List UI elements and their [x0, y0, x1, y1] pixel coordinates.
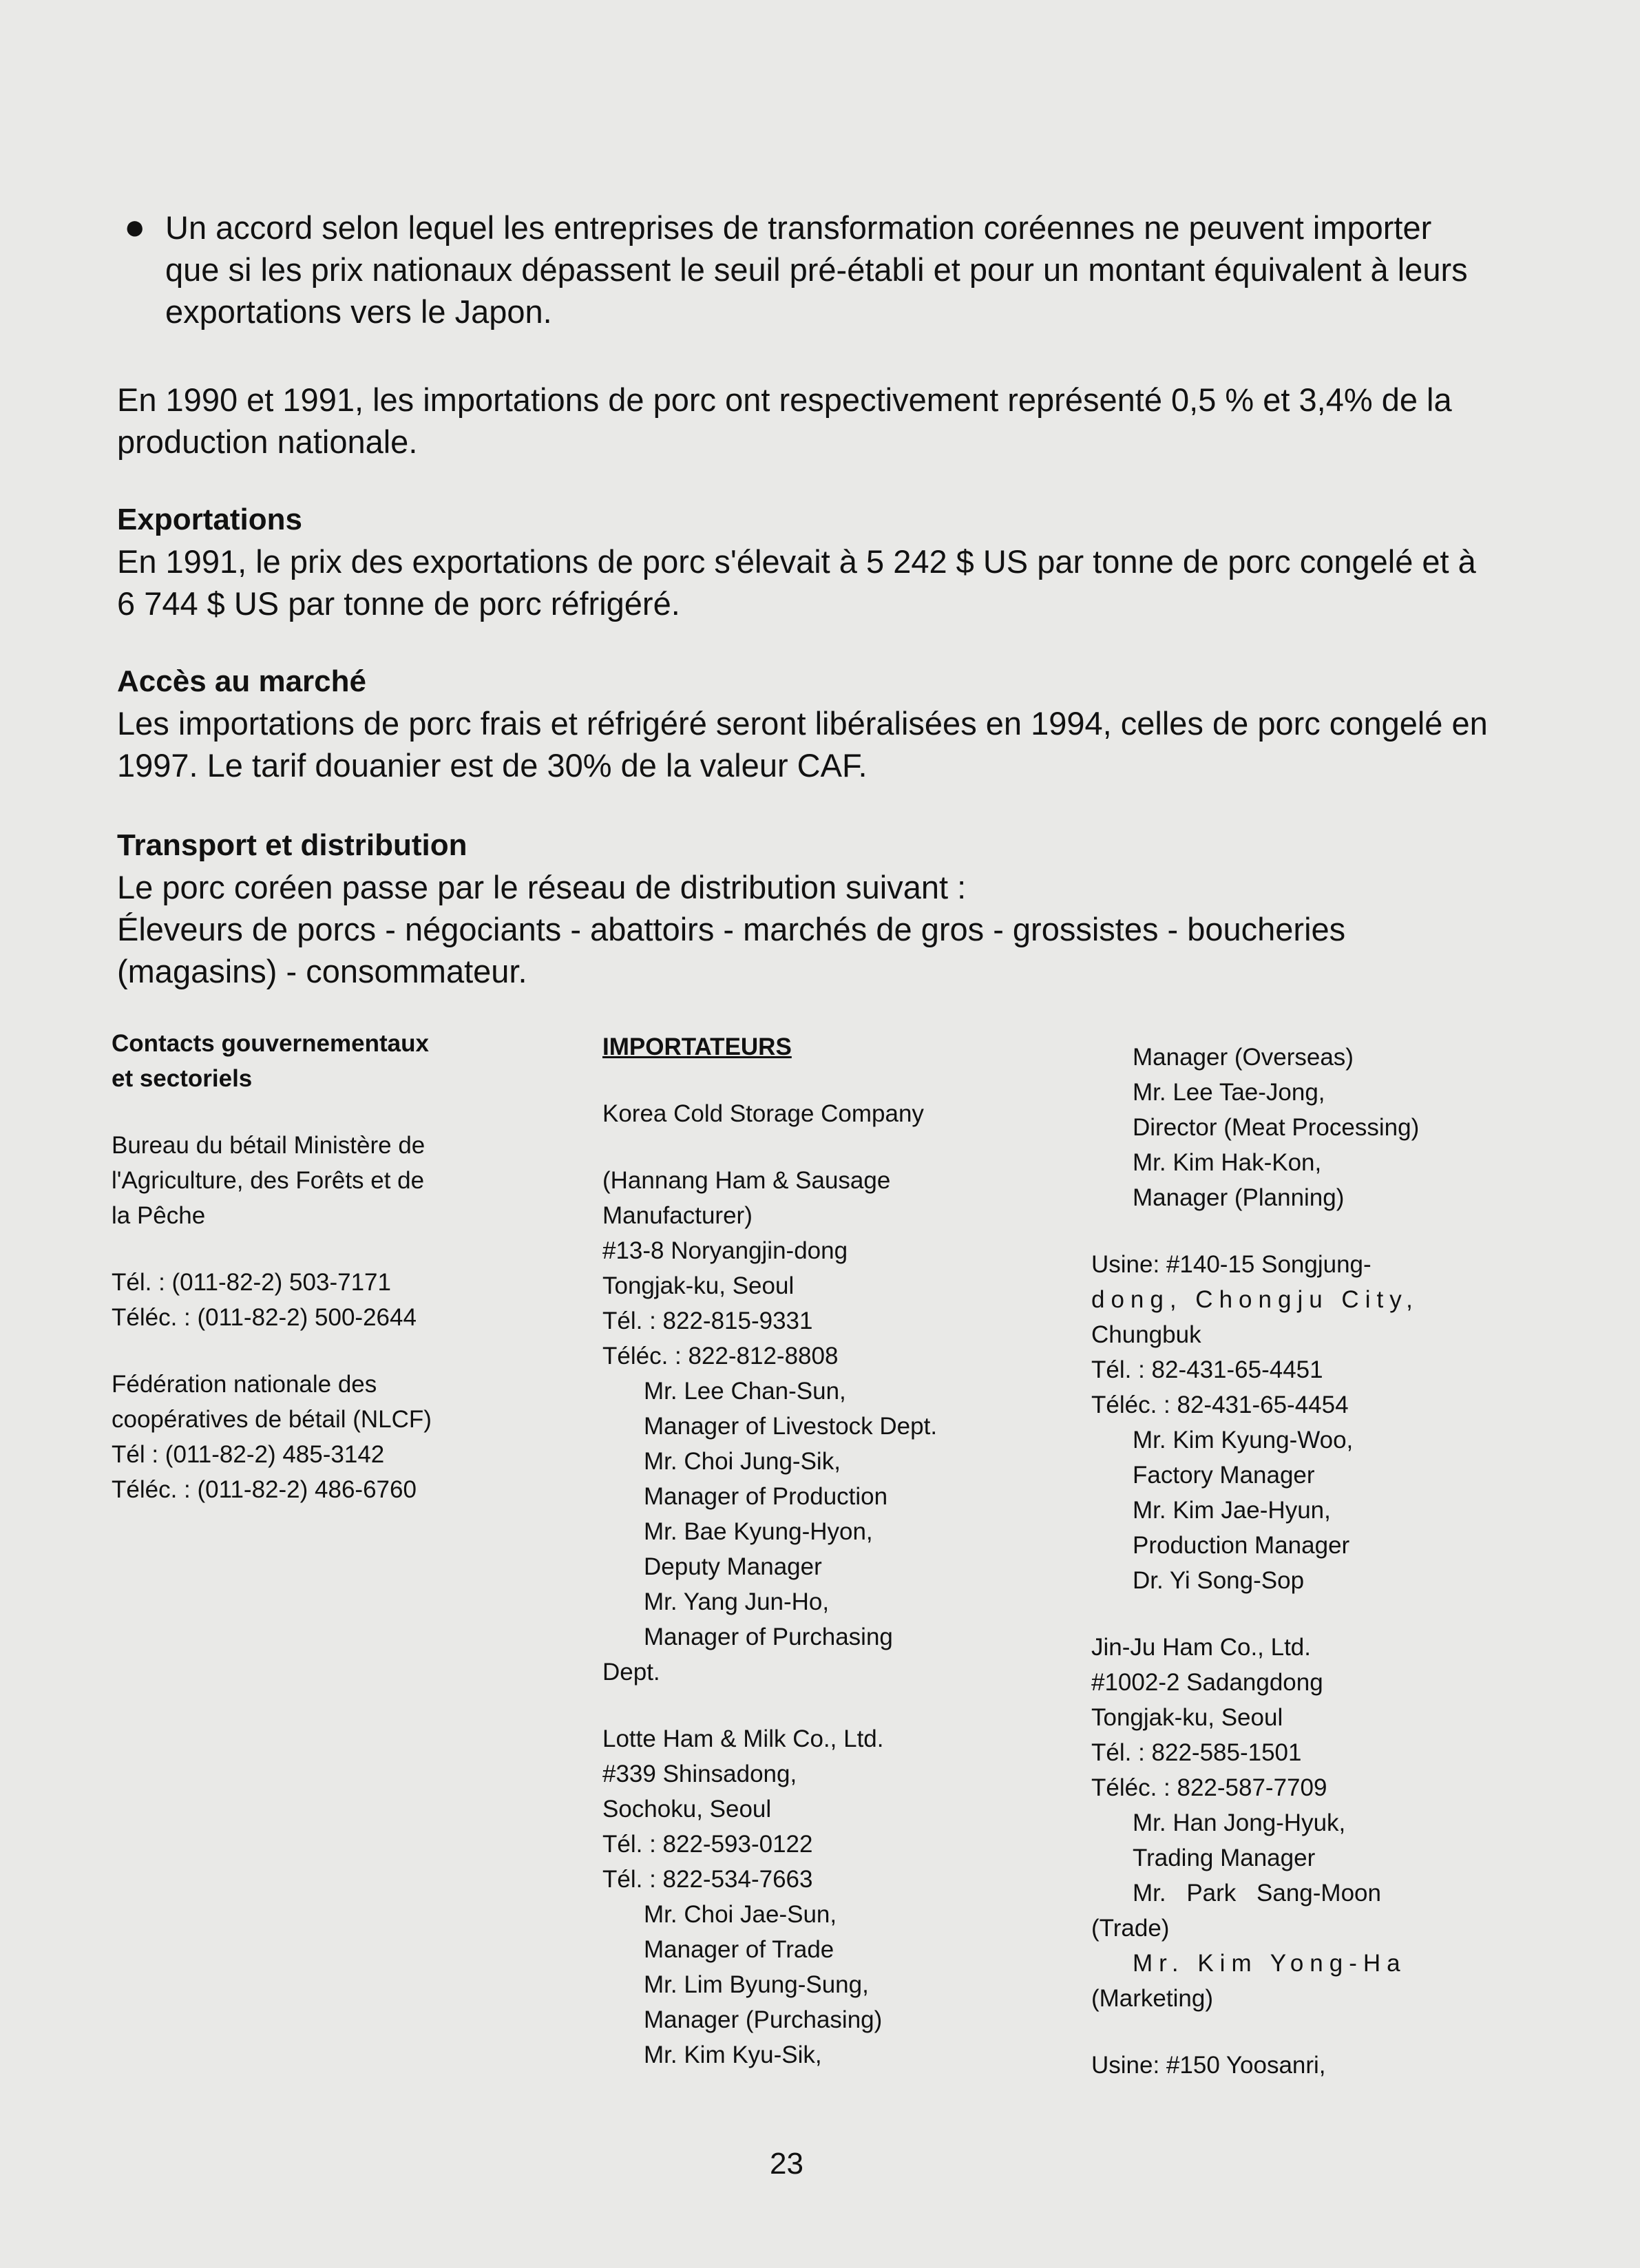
exports-section [117, 499, 1501, 624]
transport-line-1: Le porc coréen passe par le réseau de distribution suivant : [117, 869, 967, 905]
col3-person-1: Mr. Lee Tae-Jong, [1133, 1079, 1325, 1106]
jinju-person-3-role: (Marketing) [1091, 1985, 1213, 2012]
column-importers-cont [1091, 1040, 1573, 2083]
jinju-address-2: Tongjak-ku, Seoul [1091, 1704, 1283, 1731]
contacts-heading-2: et sectoriels [112, 1065, 253, 1092]
usine-person-2-role: Production Manager [1133, 1532, 1350, 1559]
importers-heading: IMPORTATEURS [602, 1033, 792, 1060]
bureau-fax: Téléc. : (011-82-2) 500-2644 [112, 1304, 417, 1331]
col3-person-2: Mr. Kim Hak-Kon, [1133, 1149, 1322, 1176]
lotte-person-1: Mr. Choi Jae-Sun, [644, 1901, 837, 1928]
usine-address-2: dong, Chongju City, [1091, 1286, 1419, 1313]
transport-heading: Transport et distribution [117, 828, 467, 862]
market-access-section [117, 661, 1501, 786]
jinju-person-2: Mr. Park Sang-Moon [1133, 1880, 1381, 1907]
transport-line-2: Éleveurs de porcs - négociants - abattoirs - marchés de gros - grossistes - boucheries (magasins) - consommateur. [117, 911, 1346, 989]
jinju-name: Jin-Ju Ham Co., Ltd. [1091, 1634, 1311, 1661]
kcs-fax: Téléc. : 822-812-8808 [602, 1343, 839, 1369]
jinju-person-1: Mr. Han Jong-Hyuk, [1133, 1809, 1346, 1836]
lotte-tel-2: Tél. : 822-534-7663 [602, 1866, 813, 1893]
kcs-person-1-role: Manager of Livestock Dept. [644, 1413, 938, 1440]
bureau-tel: Tél. : (011-82-2) 503-7171 [112, 1269, 391, 1296]
bullet-item [124, 207, 1494, 333]
federation-line-1: Fédération nationale des [112, 1371, 377, 1398]
kcs-person-1: Mr. Lee Chan-Sun, [644, 1378, 846, 1405]
lotte-tel-1: Tél. : 822-593-0122 [602, 1831, 813, 1858]
bureau-line-3: la Pêche [112, 1202, 206, 1229]
lotte-person-3: Mr. Kim Kyu-Sik, [644, 2041, 822, 2068]
kcs-person-2: Mr. Choi Jung-Sik, [644, 1448, 841, 1475]
kcs-person-4: Mr. Yang Jun-Ho, [644, 1588, 830, 1615]
kcs-name: Korea Cold Storage Company [602, 1100, 924, 1127]
bullet-icon: ● [124, 207, 146, 247]
lotte-address-1: #339 Shinsadong, [602, 1761, 797, 1787]
usine-address-3: Chungbuk [1091, 1321, 1201, 1348]
page-number: 23 [770, 2147, 803, 2181]
kcs-person-4-role-cont: Dept. [602, 1659, 660, 1686]
kcs-tel: Tél. : 822-815-9331 [602, 1308, 813, 1334]
column-importers [602, 1029, 1084, 2072]
jinju-address-1: #1002-2 Sadangdong [1091, 1669, 1323, 1696]
lotte-person-1-role: Manager of Trade [644, 1936, 834, 1963]
usine-2-address: Usine: #150 Yoosanri, [1091, 2052, 1326, 2079]
col3-role-1: Manager (Overseas) [1133, 1044, 1354, 1071]
lotte-person-2: Mr. Lim Byung-Sung, [644, 1971, 869, 1998]
lotte-address-2: Sochoku, Seoul [602, 1796, 772, 1823]
usine-person-1: Mr. Kim Kyung-Woo, [1133, 1427, 1354, 1453]
usine-address-1: Usine: #140-15 Songjung- [1091, 1251, 1371, 1278]
kcs-person-2-role: Manager of Production [644, 1483, 888, 1510]
imports-paragraph: En 1990 et 1991, les importations de porc ont respectivement représenté 0,5 % et 3,4% de la production nationale. [117, 381, 1452, 460]
exports-heading: Exportations [117, 503, 302, 536]
col3-role-3: Manager (Planning) [1133, 1184, 1345, 1211]
column-contacts [112, 1026, 525, 1507]
kcs-sub-1: (Hannang Ham & Sausage [602, 1167, 891, 1194]
col3-role-2: Director (Meat Processing) [1133, 1114, 1420, 1141]
federation-fax: Téléc. : (011-82-2) 486-6760 [112, 1476, 417, 1503]
kcs-address-2: Tongjak-ku, Seoul [602, 1272, 795, 1299]
lotte-person-2-role: Manager (Purchasing) [644, 2006, 883, 2033]
usine-fax: Téléc. : 82-431-65-4454 [1091, 1392, 1349, 1418]
market-access-heading: Accès au marché [117, 664, 366, 698]
kcs-person-3-role: Deputy Manager [644, 1553, 822, 1580]
jinju-person-2-role: (Trade) [1091, 1915, 1170, 1942]
bullet-text: Un accord selon lequel les entreprises de transformation coréennes ne peuvent importer que si les prix nationaux dépassent le seuil pré-établi et pour un montant équivalent à leurs exportations vers le Japon. [165, 209, 1468, 330]
jinju-person-3: Mr. Kim Yong-Ha [1133, 1950, 1407, 1977]
kcs-person-3: Mr. Bae Kyung-Hyon, [644, 1518, 873, 1545]
kcs-sub-2: Manufacturer) [602, 1202, 753, 1229]
lotte-name: Lotte Ham & Milk Co., Ltd. [602, 1725, 884, 1752]
jinju-tel: Tél. : 822-585-1501 [1091, 1739, 1302, 1766]
bureau-line-1: Bureau du bétail Ministère de [112, 1132, 425, 1159]
imports-section [117, 379, 1501, 463]
bureau-line-2: l'Agriculture, des Forêts et de [112, 1167, 425, 1194]
usine-person-3: Dr. Yi Song-Sop [1133, 1567, 1305, 1594]
contacts-heading-1: Contacts gouvernementaux [112, 1030, 429, 1057]
jinju-fax: Téléc. : 822-587-7709 [1091, 1774, 1327, 1801]
market-access-text: Les importations de porc frais et réfrigéré seront libéralisées en 1994, celles de porc congelé en 1997. Le tarif douanier est de 30% de la valeur CAF. [117, 705, 1488, 784]
usine-tel: Tél. : 82-431-65-4451 [1091, 1356, 1323, 1383]
usine-person-1-role: Factory Manager [1133, 1462, 1315, 1489]
kcs-address-1: #13-8 Noryangjin-dong [602, 1237, 848, 1264]
usine-person-2: Mr. Kim Jae-Hyun, [1133, 1497, 1331, 1524]
federation-tel: Tél : (011-82-2) 485-3142 [112, 1441, 385, 1468]
kcs-person-4-role: Manager of Purchasing [644, 1624, 893, 1650]
exports-text: En 1991, le prix des exportations de porc s'élevait à 5 242 $ US par tonne de porc congelé et à 6 744 $ US par tonne de porc réfrigéré. [117, 543, 1476, 622]
federation-line-2: coopératives de bétail (NLCF) [112, 1406, 432, 1433]
jinju-person-1-role: Trading Manager [1133, 1845, 1316, 1871]
transport-section [117, 825, 1501, 992]
